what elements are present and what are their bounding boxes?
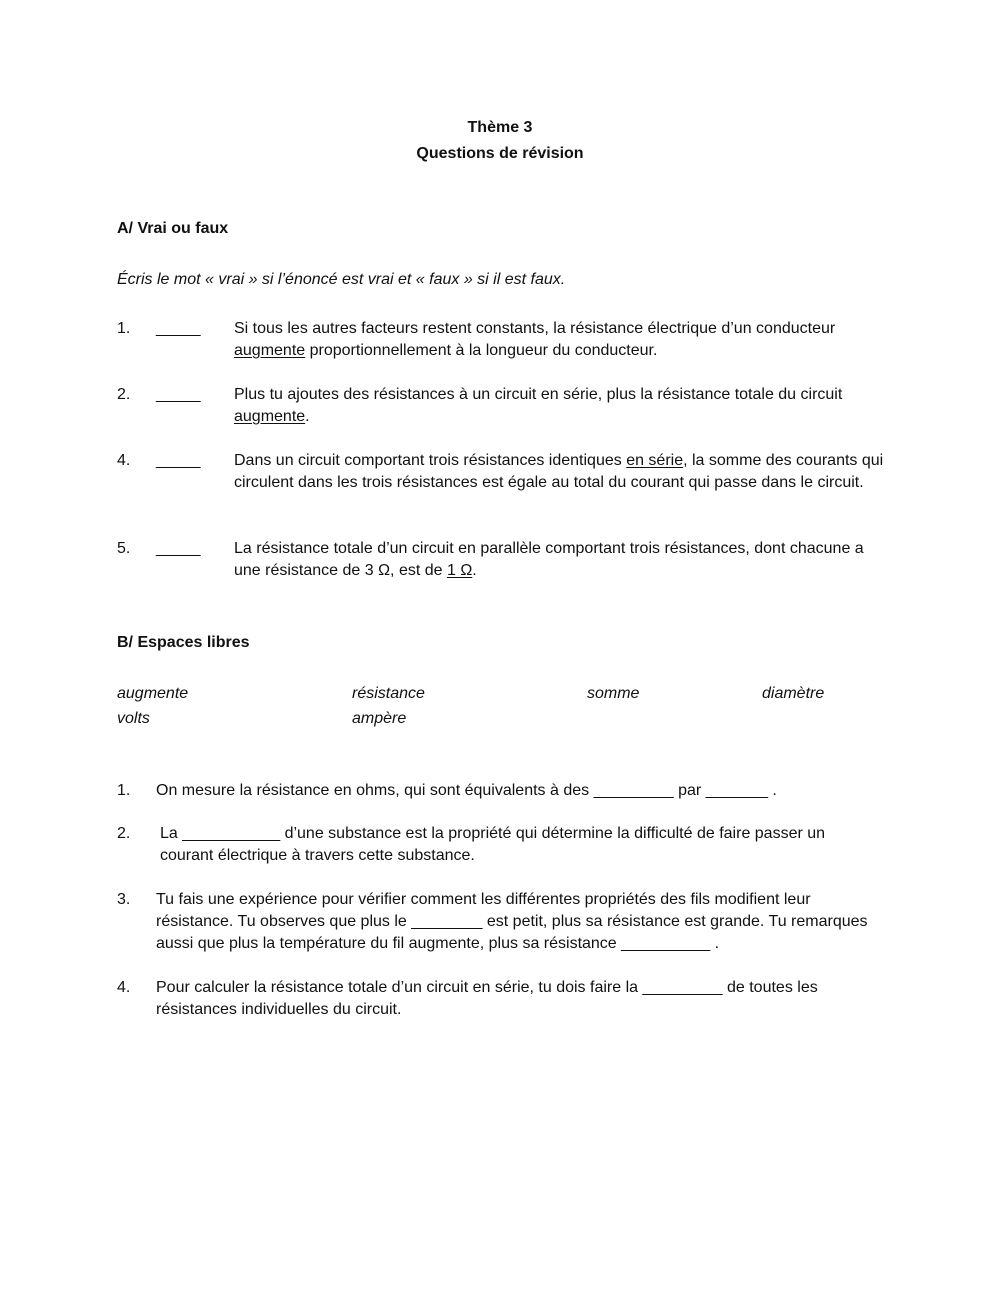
statement-text-part: Plus tu ajoutes des résistances à un circuit en série, plus la résistance totale du circuit	[234, 386, 843, 403]
answer-blank[interactable]: _____	[156, 540, 201, 557]
item-number: 4.	[117, 452, 131, 469]
fill-in-text[interactable]: Tu fais une expérience pour vérifier comment les différentes propriétés des fils modifient leur résistance. Tu observes que plus le ________ est petit, plus sa résistance est grande. Tu remarques aussi que plus la température du fil augmente, plus sa résistance __________ .	[156, 891, 868, 952]
statement-text	[234, 450, 894, 494]
section-a-heading: A/ Vrai ou faux	[117, 220, 229, 237]
underlined-term: en série	[626, 452, 684, 469]
item-number: 3.	[117, 891, 131, 908]
word-bank-item: volts	[117, 710, 150, 727]
word-bank-item: ampère	[352, 710, 407, 727]
item-number: 5.	[117, 540, 131, 557]
item-number: 2.	[117, 386, 131, 403]
underlined-term: augmente	[234, 342, 306, 359]
statement-text-part: .	[472, 562, 477, 579]
word-bank-item: diamètre	[762, 685, 825, 702]
statement-text-part: Dans un circuit comportant trois résistances identiques	[234, 452, 627, 469]
word-bank-item: somme	[587, 685, 640, 702]
underlined-term: 1 Ω	[446, 562, 473, 579]
statement-text-part: La résistance totale d’un circuit en parallèle comportant trois résistances, dont chacune a une résistance de 3 Ω, est de	[234, 540, 864, 579]
answer-blank[interactable]: _____	[156, 320, 201, 337]
word-bank-item: résistance	[352, 685, 425, 702]
statement-text	[234, 538, 894, 582]
page-subtitle: Questions de révision	[416, 145, 584, 162]
section-b-heading: B/ Espaces libres	[117, 634, 250, 651]
statement-text	[234, 318, 894, 362]
item-number: 1.	[117, 782, 131, 799]
fill-in-text[interactable]: On mesure la résistance en ohms, qui sont équivalents à des _________ par _______ .	[156, 782, 777, 799]
answer-blank[interactable]: _____	[156, 452, 201, 469]
word-bank-item: augmente	[117, 685, 189, 702]
statement-text	[234, 384, 894, 428]
statement-text-part: , la somme des courants qui circulent dans les trois résistances est égale au total du courant qui passe dans le circuit.	[234, 452, 884, 491]
item-number: 2.	[117, 825, 131, 842]
statement-text-part: proportionnellement à la longueur du conducteur.	[305, 342, 658, 359]
statement-text-part: .	[305, 408, 310, 425]
fill-in-text[interactable]: La ___________ d’une substance est la propriété qui détermine la difficulté de faire passer un courant électrique à travers cette substance.	[160, 825, 826, 864]
statement-text-part: Si tous les autres facteurs restent constants, la résistance électrique d’un conducteur	[234, 320, 836, 337]
fill-in-text[interactable]: Pour calculer la résistance totale d’un circuit en série, tu dois faire la _________ de toutes les résistances individuelles du circuit.	[156, 979, 818, 1018]
item-number: 1.	[117, 320, 131, 337]
answer-blank[interactable]: _____	[156, 386, 201, 403]
section-a-instruction: Écris le mot « vrai » si l’énoncé est vrai et « faux » si il est faux.	[117, 271, 566, 288]
page-title: Thème 3	[467, 119, 533, 136]
item-number: 4.	[117, 979, 131, 996]
underlined-term: augmente	[234, 408, 306, 425]
